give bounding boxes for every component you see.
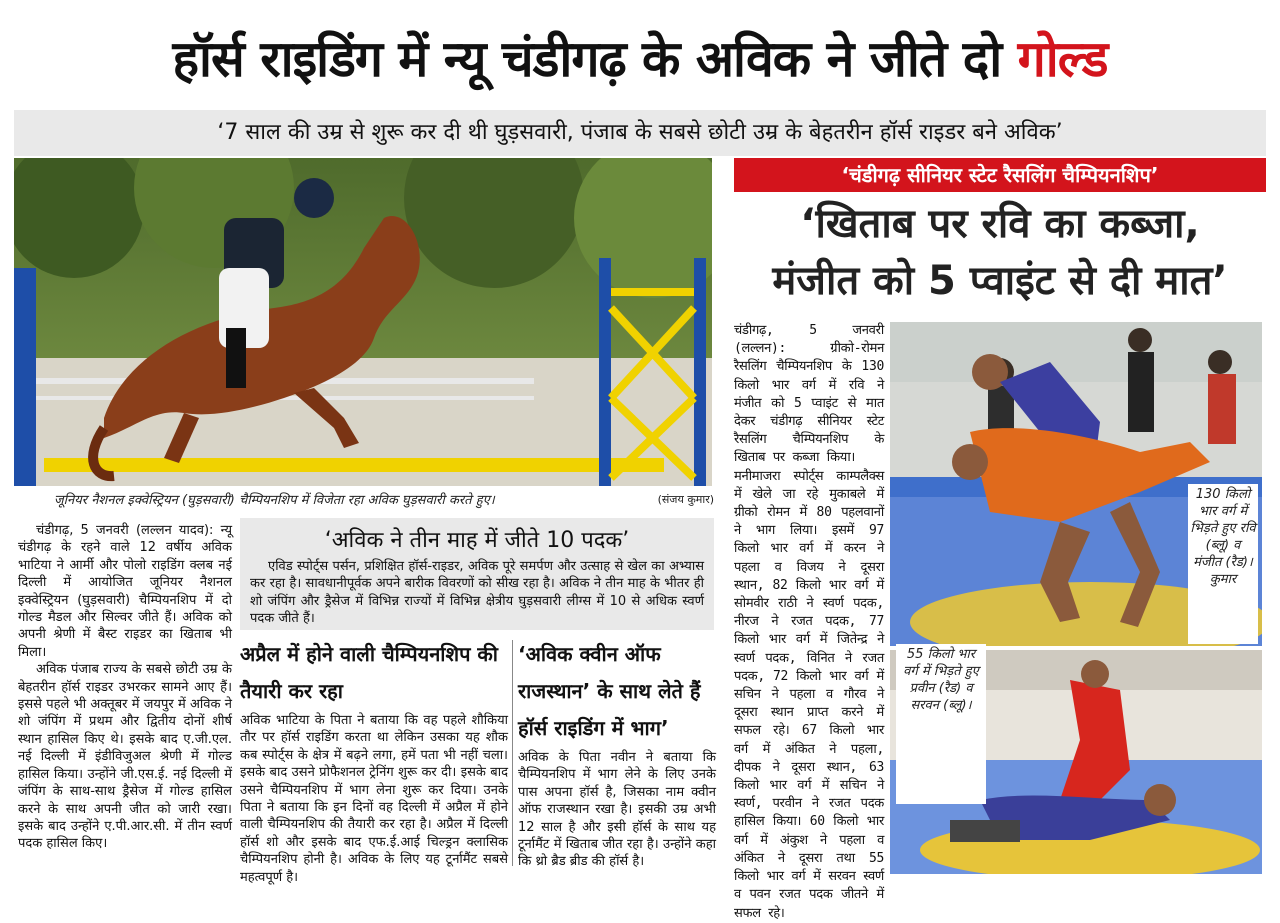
section-championship-prep-text: अविक भाटिया के पिता ने बताया कि वह पहले शौकिया तौर पर हॉर्स राइडिंग करता था लेकिन उसका यह शौक कब स्पोर्ट्स के क्षेत्र में बढ़ने लगा, हमें पता भी नहीं चला। इसके बाद उसने प्रोफैशनल ट्रेनिंग शुरू कर दी। इसके बाद उसने चैम्पियनशिप में भाग लेना शुरू कर दिया। उनके पिता ने बताया कि इन दिनों वह दिल्ली में अप्रैल में होने वाली चैम्पियनशिप की तैयारी कर रहा है। अप्रैल में दिल्ली हॉर्स शो और इसके बाद एफ.ई.आई चिल्ड्रन क्लासिक चैम्पियनशिप होनी है। अविक के लिए यह टूर्नामैंट सबसे महत्वपूर्ण है। — [240, 713, 508, 885]
section-championship-prep-title: अप्रैल में होने वाली चैम्पियनशिप की तैयारी कर रहा — [240, 642, 498, 703]
wrestling-headline — [734, 196, 1266, 316]
wrestling-story-paragraph: मनीमाजरा स्पोर्ट्स काम्पलैक्स में खेले जा रहे मुकाबले में ग्रीको रोमन में 80 पहलवानों ने भाग लिया। इसमें 97 किलो भार वर्ग में करन ने पहला व विजय ने दूसरा स्थान, 82 किलो भार वर्ग में सोमवीर राठी ने स्वर्ण पदक, नीरज ने रजत पदक, 77 किलो भार वर्ग में जितेन्द्र ने स्वर्ण पदक, विनित ने रजत पदक, 72 किलो भार वर्ग में सचिन ने पहला व गौरव ने दूसरा स्थान प्राप्त करने में सफल रहे। 67 किलो भार वर्ग में अंकित ने पहला, दीपक ने दूसरा स्थान, 63 किलो भार वर्ग में सचिन ने स्वर्ण, परवीन ने रजत पदक हासिल किया। 60 किलो भार वर्ग में अंकुश ने पहला व अंकित ने दूसरा तथा 55 किलो भार वर्ग में सरवन स्वर्ण व पवन रजत पदक जीतने में सफल रहे। — [734, 468, 884, 921]
wrestling-photo1-caption: 130 किलो भार वर्ग में भिड़ते हुए रवि (ब्लू) व मंजीत (रैड)। — [1190, 487, 1256, 570]
wrestling-headline-line1: ‘खिताब पर रवि का कब्जा, — [800, 201, 1200, 247]
wrestling-story-column — [734, 322, 884, 921]
wrestling-headline-line2: मंजीत को 5 प्वाइंट से दी मात’ — [772, 258, 1228, 304]
section-championship-prep — [240, 636, 508, 885]
main-headline — [14, 18, 1266, 100]
horse-story-left-column — [18, 522, 232, 872]
section-queen-of-rajasthan-title: ‘अविक क्वीन ऑफ राजस्थान’ के साथ लेते हैं हॉर्स राइडिंग में भाग’ — [518, 642, 701, 740]
section-queen-of-rajasthan — [518, 636, 716, 874]
wrestling-story-paragraph: चंडीगढ़, 5 जनवरी (लल्लन): ग्रीको-रोमन रैसलिंग चैम्पियनशिप के 130 किलो भार वर्ग में रवि ने मंजीत को 5 प्वाइंट से मात देकर चंडीगढ़ सीनियर स्टेट रैसलिंग चैम्पियनशिप के खिताब पर कब्जा किया। — [734, 323, 884, 466]
column-divider — [512, 640, 513, 866]
pull-quote-text: एविड स्पोर्ट्स पर्सन, प्रशिक्षित हॉर्स-राइडर, अविक पूरे समर्पण और उत्साह से खेल का अभ्यास कर रहा है। सावधानीपूर्वक अपने बारीक विवरणों को सीख रहा है। अविक ने तीन माह के भीतर ही शो जंपिंग और ड्रैसेज में विभिन्न राज्यों में विभिन्न क्षेत्रीय घुड़सवारी लीग्स में 10 से अधिक स्वर्ण पदक जीते हैं। — [250, 559, 704, 627]
horse-riding-illustration — [14, 158, 712, 486]
wrestling-kicker: ‘चंडीगढ़ सीनियर स्टेट रैसलिंग चैम्पियनशिप’ — [734, 158, 1266, 192]
pull-quote-box — [240, 518, 714, 630]
horse-photo-caption: जूनियर नैशनल इक्वेस्ट्रियन (घुड़सवारी) चैम्पियनशिप में विजेता रहा अविक घुड़सवारी करते हुए। — [54, 493, 495, 508]
horse-photo-credit: (संजय कुमार) — [657, 493, 714, 506]
horse-story-paragraph: अविक पंजाब राज्य के सबसे छोटी उम्र के बेहतरीन हॉर्स राइडर उभरकर सामने आए हैं। इससे पहले भी अक्तूबर में जयपुर में अविक ने शो जंपिंग में प्रथम और द्वितीय दोनों शीर्ष स्थान हासिल किए थे। इसके बाद ए.जी.एल. नई दिल्ली में इंडीविजुअल श्रेणी में गोल्ड हासिल किया। उन्होंने जी.एस.ई. नई दिल्ली में जंपिंग के साथ-साथ ड्रैसेज में गोल्ड हासिल करने के साथ अपनी जीत को जारी रखा। इसके बाद उन्होंने ए.पी.आर.सी. में तीन स्वर्ण पदक हासिल किए। — [18, 662, 232, 852]
headline-accent-text: गोल्ड — [1017, 30, 1108, 88]
horse-story-paragraph: चंडीगढ़, 5 जनवरी (लल्लन यादव): न्यू चंडीगढ़ के रहने वाले 12 वर्षीय अविक भाटिया ने आर्मी और पोलो राइडिंग क्लब नई दिल्ली में आयोजित जूनियर नैशनल इक्वेस्ट्रियन (घुड़सवारी) चैम्पियनशिप में दो गोल्ड मैडल और सिल्वर जीते हैं। अविक को अपनी श्रेणी में बैस्ट राइडर का खिताब भी मिला। — [18, 523, 232, 660]
section-queen-of-rajasthan-text: अविक के पिता नवीन ने बताया कि चैम्पियनशिप में भाग लेने के लिए उनके पास अपना हॉर्स है, जिसका नाम क्वीन ऑफ राजस्थान रखा है। इसकी उम्र अभी 12 साल है और इसी हॉर्स के साथ यह टूर्नामैंट में खिताब जीत रहा है। उन्होंने कहा कि थ्रो ब्रैड ब्रीड की हॉर्स है। — [518, 750, 716, 870]
headline-main-text: हॉर्स राइडिंग में न्यू चंडीगढ़ के अविक ने जीते दो — [172, 30, 1002, 88]
wrestling-photo1-credit: कुमार — [1209, 572, 1237, 587]
subheadline: ‘7 साल की उम्र से शुरू कर दी थी घुड़सवारी, पंजाब के सबसे छोटी उम्र के बेहतरीन हॉर्स राइडर बने अविक’ — [14, 110, 1266, 156]
pull-quote-title: ‘अविक ने तीन माह में जीते 10 पदक’ — [324, 528, 630, 553]
wrestling-photo2-caption: 55 किलो भार वर्ग में भिड़ते हुए प्रवीन (रैड) व सरवन (ब्लू)। — [896, 644, 986, 804]
horse-riding-photo — [14, 158, 712, 486]
wrestling-photo1-caption-box — [1188, 484, 1258, 644]
